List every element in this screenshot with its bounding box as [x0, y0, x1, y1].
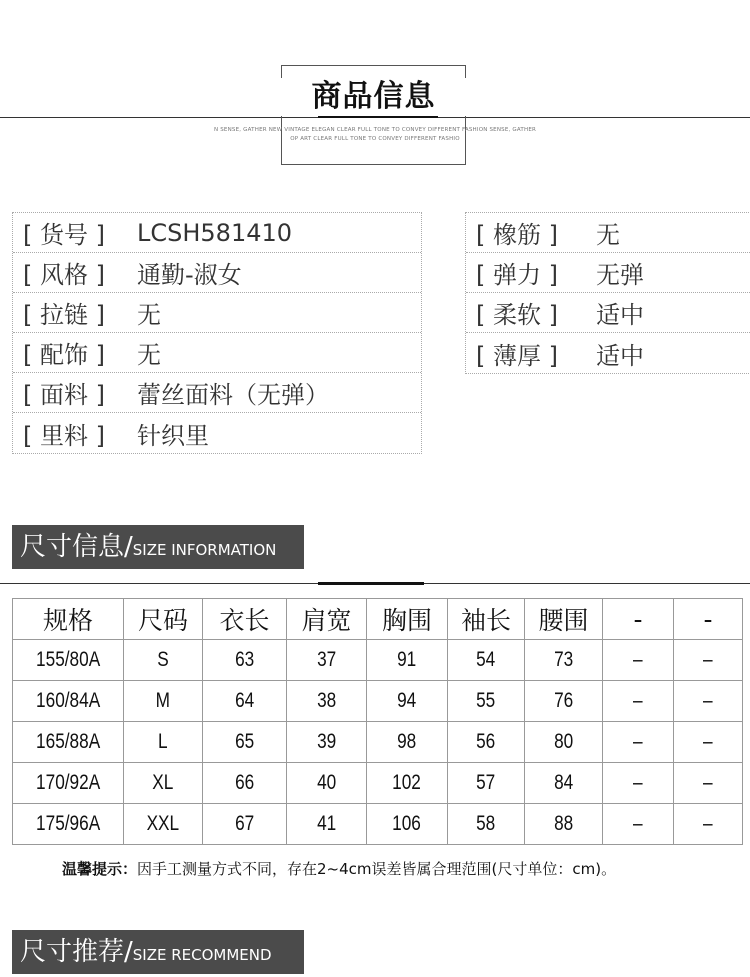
size-table-cell — [124, 640, 203, 681]
size-table-cell-text: S — [157, 648, 169, 671]
size-table-cell — [367, 722, 448, 763]
size-table — [12, 598, 743, 845]
size-table-cell-text: 67 — [234, 812, 255, 835]
size-table-cell-text: – — [703, 689, 713, 712]
size-table-cell — [13, 804, 124, 845]
attribute-key: [ 弹力 ] — [476, 261, 558, 289]
size-table-header-cell: 肩宽 — [287, 599, 367, 640]
size-table-cell — [448, 804, 525, 845]
size-table-cell — [124, 804, 203, 845]
size-table-cell — [124, 763, 203, 804]
attribute-value: 无 — [137, 341, 161, 369]
size-table-cell-text: 175/96A — [35, 812, 101, 835]
note-label: 温馨提示： — [62, 860, 138, 878]
size-table-cell-text: 38 — [316, 689, 337, 712]
size-table-cell-text: – — [633, 771, 643, 794]
attribute-row — [13, 213, 421, 253]
size-table-cell-text: – — [703, 730, 713, 753]
attribute-value: 无弹 — [596, 261, 644, 289]
size-table-row — [13, 681, 743, 722]
size-table-cell-text: 170/92A — [35, 771, 101, 794]
size-table-row — [13, 640, 743, 681]
size-table-cell-text: 37 — [316, 648, 337, 671]
size-table-cell-text: XL — [152, 771, 174, 794]
size-table-cell-text: 91 — [397, 648, 417, 671]
size-table-row — [13, 804, 743, 845]
size-table-cell — [124, 722, 203, 763]
size-table-cell-text: 94 — [397, 689, 417, 712]
size-table-header-cell: 腰围 — [525, 599, 603, 640]
size-table-cell — [448, 763, 525, 804]
attribute-key: [ 面料 ] — [23, 381, 105, 409]
size-table-row — [13, 763, 743, 804]
attribute-value: 无 — [137, 301, 161, 329]
attributes-table-left — [12, 212, 422, 454]
size-table-cell-text: 76 — [553, 689, 574, 712]
attribute-key: [ 薄厚 ] — [476, 341, 558, 370]
size-recommend-title-cn: 尺寸推荐/ — [20, 937, 133, 967]
size-table-cell — [13, 722, 124, 763]
size-table-cell — [287, 640, 367, 681]
size-table-cell-text: 80 — [553, 730, 574, 753]
size-table-cell-text: 165/88A — [35, 730, 101, 753]
size-table-cell-text: 106 — [392, 812, 422, 835]
size-table-cell — [367, 804, 448, 845]
size-table-cell — [603, 640, 674, 681]
size-table-cell-text: 55 — [476, 689, 496, 712]
size-table-cell — [603, 763, 674, 804]
attribute-key: [ 货号 ] — [23, 221, 105, 249]
attribute-key: [ 里料 ] — [23, 421, 105, 450]
size-table-cell — [603, 722, 674, 763]
size-info-section-header — [12, 525, 304, 569]
size-table-cell — [287, 804, 367, 845]
size-table-cell — [203, 763, 287, 804]
attribute-value: 无 — [596, 221, 620, 249]
size-table-cell — [674, 763, 743, 804]
size-table-cell — [124, 681, 203, 722]
attribute-row — [466, 333, 750, 373]
size-table-cell — [674, 804, 743, 845]
size-table-cell — [525, 722, 603, 763]
size-table-cell — [203, 804, 287, 845]
size-table-cell — [448, 722, 525, 763]
size-table-header-cell: 衣长 — [203, 599, 287, 640]
size-table-cell-text: 88 — [553, 812, 574, 835]
size-recommend-title-en: SIZE RECOMMEND — [132, 946, 272, 964]
size-table-cell-text: 65 — [234, 730, 255, 753]
size-table-cell-text: 73 — [553, 648, 574, 671]
size-table-row — [13, 722, 743, 763]
size-table-header-cell: 袖长 — [448, 599, 525, 640]
size-table-cell-text: 63 — [234, 648, 255, 671]
size-table-cell-text: 102 — [392, 771, 422, 794]
size-info-title-en: SIZE INFORMATION — [132, 541, 277, 559]
size-table-cell-text: 64 — [234, 689, 255, 712]
attribute-key: [ 风格 ] — [23, 261, 105, 289]
size-table-cell-text: – — [703, 812, 713, 835]
attribute-row — [13, 333, 421, 373]
size-table-cell-text: 54 — [476, 648, 496, 671]
size-table-cell-text: L — [158, 730, 168, 753]
attribute-row — [466, 253, 750, 293]
size-table-cell — [287, 681, 367, 722]
size-table-cell-text: 41 — [316, 812, 337, 835]
size-table-cell — [367, 640, 448, 681]
page-title: 商品信息 — [281, 78, 466, 116]
size-table-cell — [525, 804, 603, 845]
attribute-row — [13, 413, 421, 453]
size-table-cell — [603, 804, 674, 845]
size-table-cell-text: – — [633, 689, 643, 712]
size-table-cell — [367, 681, 448, 722]
size-table-cell — [287, 763, 367, 804]
size-table-cell — [603, 681, 674, 722]
size-table-cell-text: M — [155, 689, 171, 712]
size-table-cell-text: 56 — [476, 730, 496, 753]
title-underline — [318, 116, 438, 118]
header-subtitle-line1: N SENSE, GATHER NEW VINTAGE ELEGAN CLEAR FULL TONE TO CONVEY DIFFERENT FASHION SENSE, GATHER — [213, 127, 537, 133]
size-table-cell-text: 39 — [316, 730, 337, 753]
size-table-cell-text: 155/80A — [35, 648, 101, 671]
attribute-key: [ 橡筋 ] — [476, 221, 558, 249]
size-table-cell — [674, 640, 743, 681]
size-table-cell — [203, 681, 287, 722]
attribute-row — [466, 293, 750, 333]
size-table-cell-text: – — [633, 648, 643, 671]
size-table-cell-text: – — [703, 771, 713, 794]
size-table-cell-text: – — [633, 730, 643, 753]
size-table-cell — [287, 722, 367, 763]
attribute-value: 针织里 — [137, 421, 209, 450]
size-table-header-cell: 规格 — [13, 599, 124, 640]
size-info-title-cn: 尺寸信息/ — [20, 532, 133, 562]
attributes-table-right — [465, 212, 750, 374]
size-table-header-cell: - — [603, 599, 674, 640]
size-table-header-row — [13, 599, 743, 640]
size-table-cell — [13, 640, 124, 681]
size-table-cell-text: – — [703, 648, 713, 671]
size-table-cell — [525, 640, 603, 681]
size-table-cell — [525, 763, 603, 804]
size-table-cell — [203, 640, 287, 681]
header-subtitle-line2: OP ART CLEAR FULL TONE TO CONVEY DIFFERENT FASHIO — [290, 136, 460, 142]
attribute-row — [13, 253, 421, 293]
size-table-header-cell: 胸围 — [367, 599, 448, 640]
size-table-cell-text: 57 — [476, 771, 496, 794]
attribute-row — [466, 213, 750, 253]
attribute-key: [ 柔软 ] — [476, 301, 558, 329]
size-table-cell — [674, 681, 743, 722]
attribute-value: 适中 — [596, 341, 644, 370]
size-recommend-section-header — [12, 930, 304, 974]
attribute-key: [ 拉链 ] — [23, 301, 105, 329]
size-table-header-cell: - — [674, 599, 743, 640]
size-table-cell — [525, 681, 603, 722]
attribute-value: 蕾丝面料（无弹） — [137, 381, 329, 409]
size-table-cell — [203, 722, 287, 763]
size-table-cell-text: 98 — [397, 730, 417, 753]
attribute-value: 适中 — [596, 301, 644, 329]
size-table-cell — [448, 681, 525, 722]
attribute-row — [13, 373, 421, 413]
size-table-cell-text: 66 — [234, 771, 255, 794]
note-text: 因手工测量方式不同，存在2~4cm误差皆属合理范围(尺寸单位：cm)。 — [137, 860, 617, 878]
section-divider-accent — [318, 582, 424, 585]
size-table-cell — [13, 681, 124, 722]
attribute-value: LCSH581410 — [137, 218, 293, 247]
size-table-cell-text: – — [633, 812, 643, 835]
size-table-cell — [674, 722, 743, 763]
size-table-cell-text: 40 — [316, 771, 337, 794]
size-table-cell — [448, 640, 525, 681]
size-table-cell — [13, 763, 124, 804]
size-table-cell-text: XXL — [146, 812, 180, 835]
attribute-key: [ 配饰 ] — [23, 341, 105, 369]
size-table-header-cell: 尺码 — [124, 599, 203, 640]
size-table-cell-text: 84 — [553, 771, 574, 794]
size-table-cell — [367, 763, 448, 804]
size-table-cell-text: 58 — [476, 812, 496, 835]
attribute-row — [13, 293, 421, 333]
size-note — [62, 858, 616, 879]
size-table-cell-text: 160/84A — [35, 689, 101, 712]
attribute-value: 通勤-淑女 — [137, 261, 242, 289]
